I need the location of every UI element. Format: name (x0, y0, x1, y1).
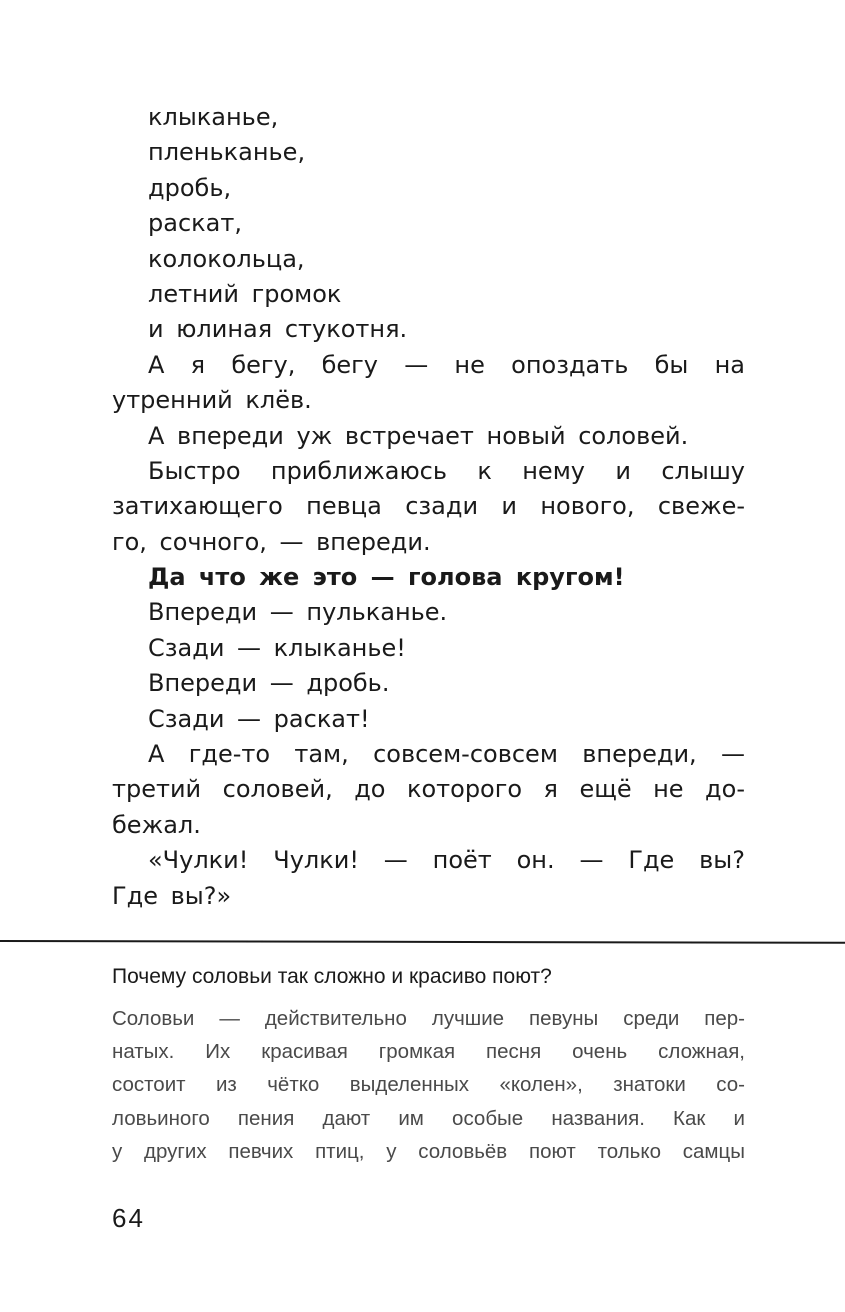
section-divider (0, 940, 845, 944)
story-line: Впереди — дробь. (148, 669, 390, 698)
story-line: дробь, (148, 173, 232, 202)
story-line: колокольца, (148, 244, 305, 273)
story-line: раскат, (148, 209, 242, 238)
story-line: Где вы?» (112, 881, 232, 910)
story-line: летний громок (148, 279, 342, 308)
story-line: клыканье, (148, 103, 279, 131)
story-line: А я бегу, бегу — не опоздать бы на (148, 350, 745, 379)
info-box (112, 962, 745, 1168)
info-question: Почему соловьи так сложно и красиво поют? (112, 965, 552, 988)
story-line: «Чулки! Чулки! — поёт он. — Где вы? (148, 846, 745, 875)
story-line: третий соловей, до которого я ещё не до- (112, 775, 745, 804)
story-line-bold: Да что же это — голова кругом! (148, 563, 625, 592)
story-line: и юлиная стукотня. (148, 315, 408, 344)
story-line: Сзади — раскат! (148, 704, 370, 733)
story-line: пленьканье, (148, 138, 306, 167)
info-body (112, 1002, 745, 1168)
story-line: затихающего певца сзади и нового, свеже- (112, 492, 745, 521)
story-text (112, 100, 745, 914)
story-line: А впереди уж встречает новый соловей. (148, 421, 689, 450)
info-line: состоит из чётко выделенных «колен», знатоки со- (112, 1073, 745, 1097)
info-line: ловьиного пения дают им особые названия. Как и (112, 1106, 745, 1130)
story-line: Быстро приближаюсь к нему и слышу (148, 456, 745, 485)
story-line: А где-то там, совсем-совсем впереди, — (148, 740, 745, 769)
story-line: Впереди — пульканье. (148, 598, 448, 627)
info-line: Соловьи — действительно лучшие певуны среди пер- (112, 1007, 745, 1030)
story-line: го, сочного, — впереди. (112, 527, 431, 556)
story-line: утренний клёв. (112, 386, 312, 415)
story-line: бежал. (112, 810, 201, 839)
page-number: 64 (112, 1203, 145, 1233)
info-line: у других певчих птиц, у соловьёв поют только самцы (112, 1139, 745, 1163)
info-line: натых. Их красивая громкая песня очень сложная, (112, 1040, 745, 1064)
story-line: Сзади — клыканье! (148, 633, 406, 662)
